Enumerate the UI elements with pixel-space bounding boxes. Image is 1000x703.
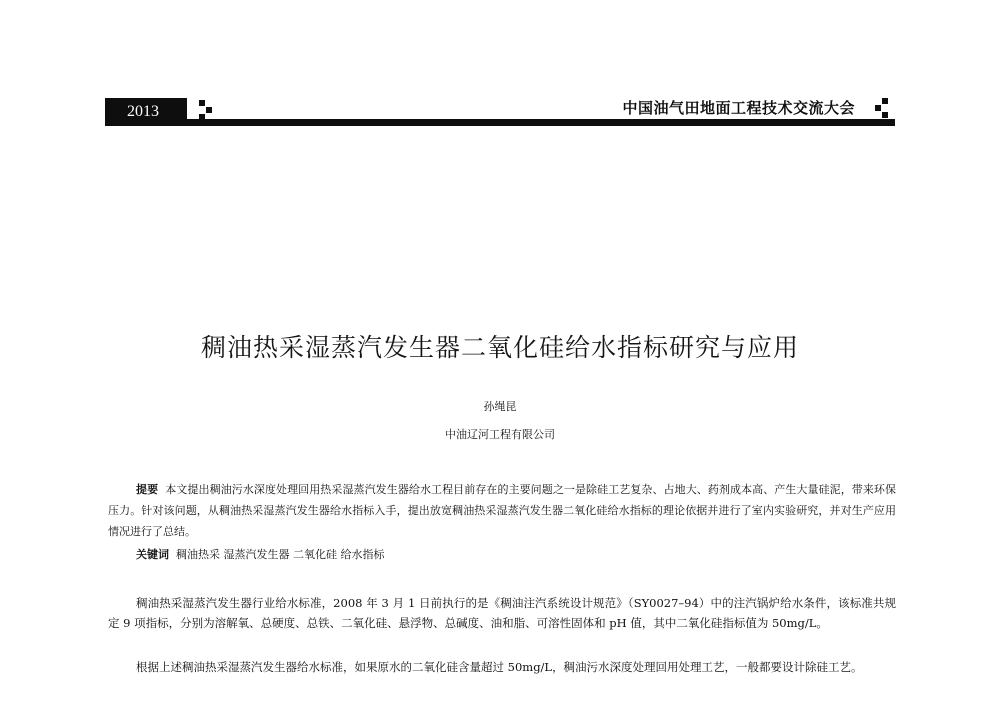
abstract-text: 本文提出稠油污水深度处理回用热采湿蒸汽发生器给水工程目前存在的主要问题之一是除硅工艺复杂、占地大、药剂成本高、产生大量硅泥，带来环保压力。针对该问题，从稠油热采湿蒸汽发生器给水指标入手，提出放宽稠油热采湿蒸汽发生器二氧化硅给水指标的理论依据并进行了室内实验研究，并对生产应用情况进行了总结。 <box>108 483 897 538</box>
author-affiliation: 中油辽河工程有限公司 <box>445 428 555 441</box>
keywords-label: 关键词 <box>136 548 169 561</box>
conference-header <box>105 98 895 130</box>
abstract-label: 提要 <box>136 483 159 496</box>
year-badge: 2013 <box>105 98 187 126</box>
body-paragraph: 稠油热采湿蒸汽发生器行业给水标准，2008 年 3 月 1 日前执行的是《稠油注汽系统设计规范》（SY0027–94）中的注汽锅炉给水条件，该标准共规定 9 项指标，分别为溶解氧、总硬度、总铁、二氧化硅、悬浮物、总碱度、油和脂、可溶性固体和 pH 值，其中二氧化硅指标值为 50mg/L。 <box>108 596 896 630</box>
pixel-block-ornament-icon <box>199 100 213 120</box>
keywords <box>108 544 896 565</box>
paper-title: 稠油热采湿蒸汽发生器二氧化硅给水指标研究与应用 <box>200 333 799 362</box>
body-paragraph: 根据上述稠油热采湿蒸汽发生器给水标准，如果原水的二氧化硅含量超过 50mg/L，稠油污水深度处理回用处理工艺，一般都要设计除硅工艺。 <box>136 660 863 674</box>
conference-name: 中国油气田地面工程技术交流大会 <box>622 99 855 117</box>
author-name: 孙绳昆 <box>483 400 517 413</box>
keywords-text: 稠油热采 湿蒸汽发生器 二氧化硅 给水指标 <box>176 548 385 561</box>
header-rule <box>187 119 895 126</box>
abstract <box>108 479 896 542</box>
pixel-block-ornament-icon <box>875 98 889 118</box>
